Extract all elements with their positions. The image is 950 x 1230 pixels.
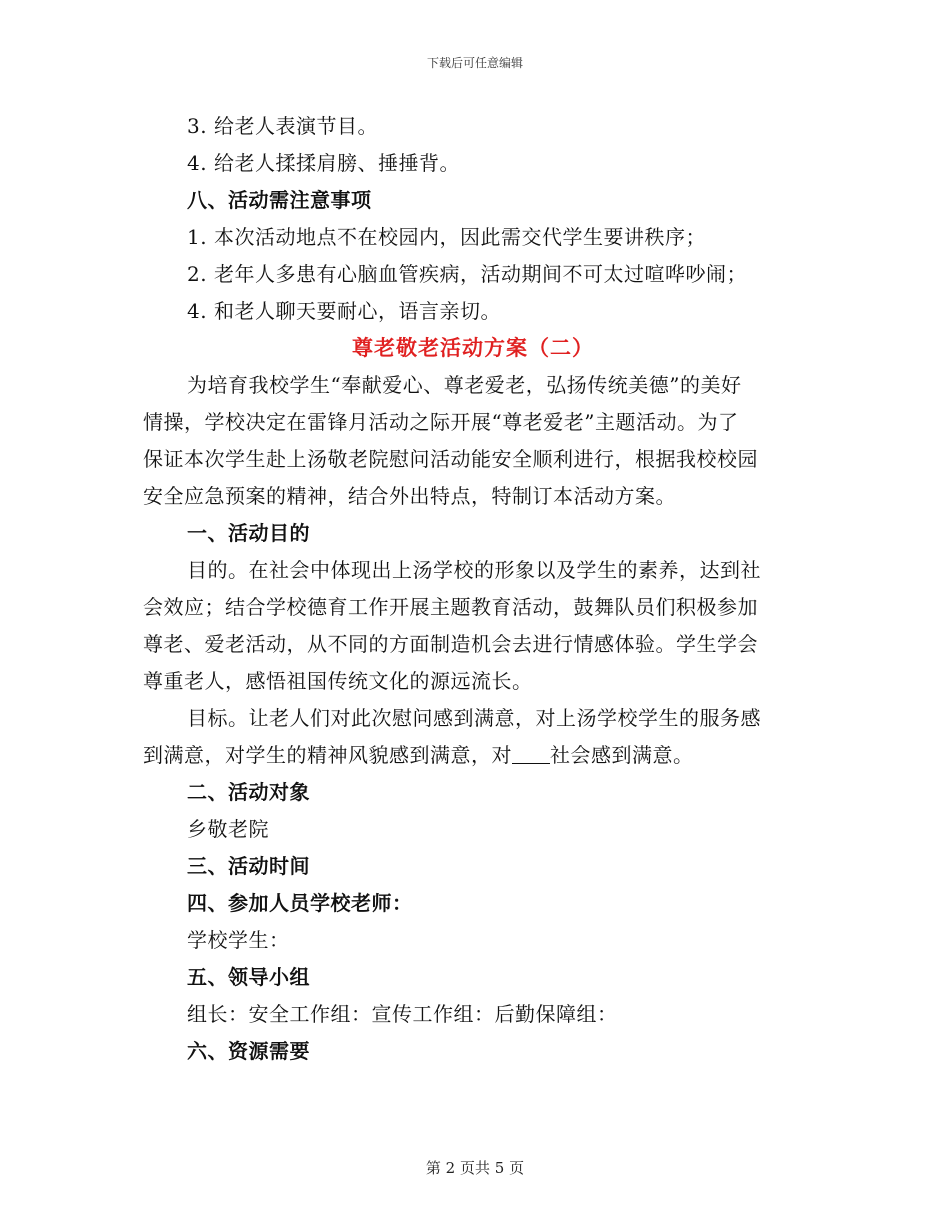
- paragraph-line: 目标。让老人们对此次慰问感到满意，对上汤学校学生的服务感: [187, 706, 761, 730]
- paragraph-line: 学校学生：: [187, 928, 290, 952]
- paragraph-line: 保证本次学生赴上汤敬老院慰问活动能安全顺利进行，根据我校校园: [143, 447, 758, 471]
- text-segment: 社会感到满意。: [550, 743, 694, 767]
- paragraph-line: 安全应急预案的精神，结合外出特点，特制订本活动方案。: [143, 484, 676, 508]
- paragraph-line: 目的。在社会中体现出上汤学校的形象以及学生的素养，达到社: [187, 558, 761, 582]
- document-title: 尊老敬老活动方案（二）: [352, 336, 594, 360]
- section-heading: 八、活动需注意事项: [187, 188, 372, 212]
- list-item: 4. 给老人揉揉肩膀、捶捶背。: [187, 151, 460, 175]
- document-body: [143, 108, 803, 1070]
- paragraph-line: 尊老、爱老活动，从不同的方面制造机会去进行情感体验。学生学会: [143, 632, 758, 656]
- paragraph-line: [143, 737, 803, 774]
- page-header: 下载后可任意编辑: [426, 56, 523, 70]
- paragraph-line: 情操，学校决定在雷锋月活动之际开展“尊老爱老”主题活动。为了: [143, 410, 739, 434]
- section-heading: 一、活动目的: [187, 521, 310, 545]
- paragraph-line: 会效应；结合学校德育工作开展主题教育活动，鼓舞队员们积极参加: [143, 595, 758, 619]
- section-heading: 六、资源需要: [187, 1039, 310, 1063]
- list-item: 3. 给老人表演节目。: [187, 114, 378, 138]
- section-heading: 二、活动对象: [187, 780, 310, 804]
- blank-underline: [512, 745, 550, 764]
- paragraph-line: 乡敬老院: [187, 817, 269, 841]
- paragraph-line: 为培育我校学生“奉献爱心、尊老爱老，弘扬传统美德”的美好: [187, 373, 742, 397]
- paragraph-line: 尊重老人，感悟祖国传统文化的源远流长。: [143, 669, 533, 693]
- section-heading: 四、参加人员学校老师：: [187, 891, 413, 915]
- page-footer: 第 2 页共 5 页: [425, 1159, 525, 1177]
- list-item: 1. 本次活动地点不在校园内，因此需交代学生要讲秩序；: [187, 225, 706, 249]
- paragraph-line: 组长：安全工作组：宣传工作组：后勤保障组：: [187, 1002, 618, 1026]
- text-segment: 到满意，对学生的精神风貌感到满意，对: [143, 743, 512, 767]
- section-heading: 五、领导小组: [187, 965, 310, 989]
- section-heading: 三、活动时间: [187, 854, 310, 878]
- list-item: 2. 老年人多患有心脑血管疾病，活动期间不可太过喧哗吵闹；: [187, 262, 747, 286]
- list-item: 4. 和老人聊天要耐心，语言亲切。: [187, 299, 501, 323]
